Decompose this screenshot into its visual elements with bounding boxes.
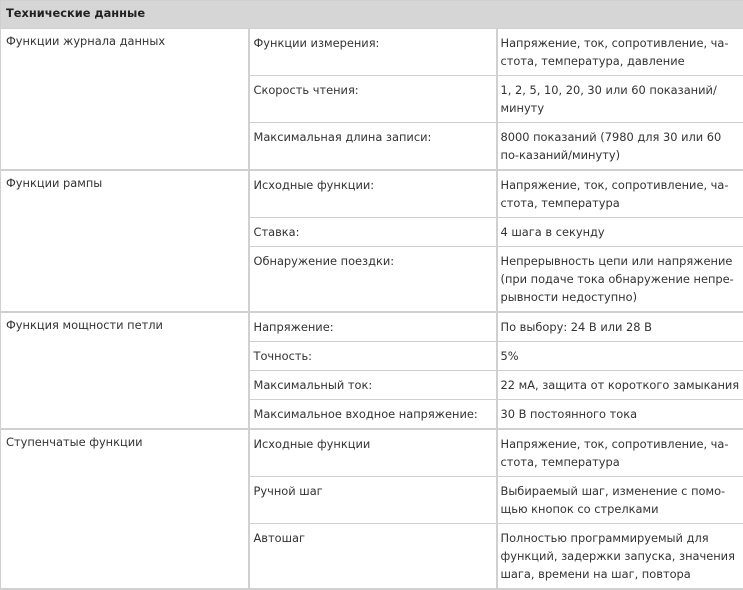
param-label: Напряжение:	[250, 313, 497, 342]
table-row	[250, 371, 743, 400]
table-row	[250, 400, 743, 429]
param-label: Исходные функции:	[250, 171, 497, 218]
table-row	[250, 171, 743, 218]
group-name: Функции журнала данных	[1, 29, 249, 171]
param-value: 1, 2, 5, 10, 20, 30 или 60 показаний/минуту	[497, 76, 743, 123]
param-label: Скорость чтения:	[250, 76, 497, 123]
param-value: Выбираемый шаг, изменение с помо-щью кнопок со стрелками	[497, 477, 743, 524]
param-value: 22 мА, защита от короткого замыкания	[497, 371, 743, 400]
param-value: По выбору: 24 В или 28 В	[497, 313, 743, 342]
param-label: Исходные функции	[250, 430, 497, 477]
param-label: Функции измерения:	[250, 29, 497, 76]
param-value: 4 шага в секунду	[497, 218, 743, 247]
group-name: Функции рампы	[1, 170, 249, 312]
param-value: Напряжение, ток, сопротивление, ча-стота, температура	[497, 430, 743, 477]
group-name: Функция мощности петли	[1, 312, 249, 429]
param-value: 8000 показаний (7980 для 30 или 60 по-казаний/минуту)	[497, 123, 743, 170]
param-value: Непрерывность цепи или напряжение (при подаче тока обнаружение непре-рывности недоступно)	[497, 247, 743, 312]
param-label: Автошаг	[250, 524, 497, 589]
param-value: Напряжение, ток, сопротивление, ча-стота, температура	[497, 171, 743, 218]
param-label: Обнаружение поездки:	[250, 247, 497, 312]
table-row	[250, 313, 743, 342]
param-value: 5%	[497, 342, 743, 371]
spec-group-step	[1, 429, 743, 589]
param-label: Максимальное входное напряжение:	[250, 400, 497, 429]
table-row	[250, 342, 743, 371]
table-row	[250, 76, 743, 123]
param-label: Точность:	[250, 342, 497, 371]
param-value: Напряжение, ток, сопротивление, ча-стота, температура, давление	[497, 29, 743, 76]
table-row	[250, 218, 743, 247]
param-label: Максимальная длина записи:	[250, 123, 497, 170]
table-row	[250, 29, 743, 76]
spec-group-data-log	[1, 29, 743, 171]
spec-group-ramp	[1, 170, 743, 312]
param-value: 30 В постоянного тока	[497, 400, 743, 429]
spec-group-loop-power	[1, 312, 743, 429]
table-row	[250, 123, 743, 170]
table-header: Технические данные	[1, 1, 743, 29]
table-row	[250, 477, 743, 524]
table-row	[250, 430, 743, 477]
table-row	[250, 524, 743, 589]
table-row	[250, 247, 743, 312]
param-label: Ручной шаг	[250, 477, 497, 524]
param-label: Максимальный ток:	[250, 371, 497, 400]
param-label: Ставка:	[250, 218, 497, 247]
group-name: Ступенчатые функции	[1, 429, 249, 589]
param-value: Полностью программируемый для функций, задержки запуска, значения шага, времени на шаг, повтора	[497, 524, 743, 589]
